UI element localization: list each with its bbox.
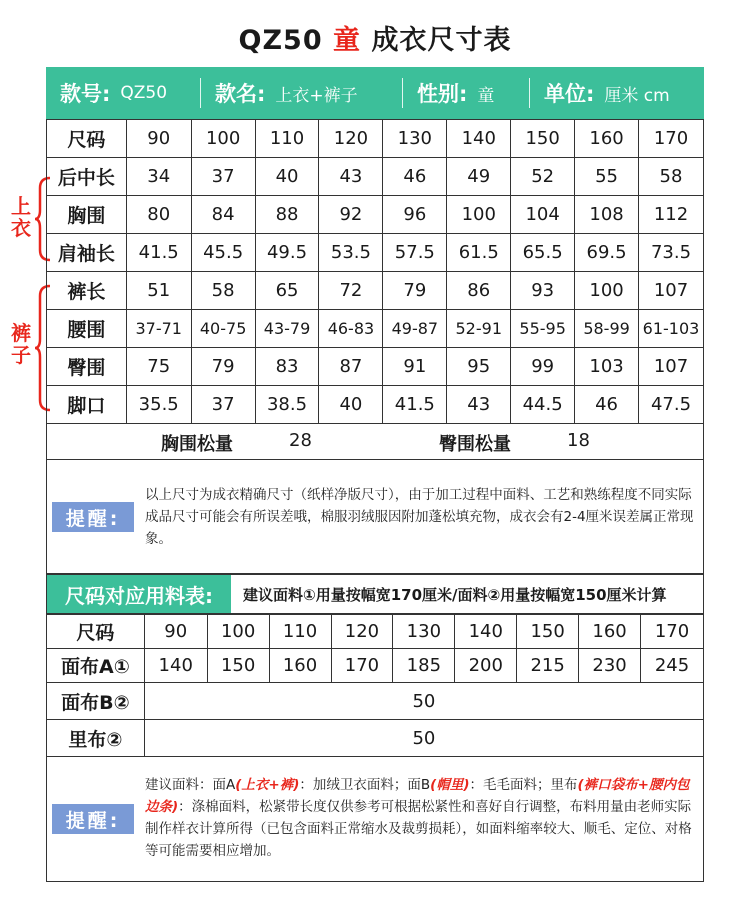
size-cell: 57.5: [383, 234, 447, 272]
fabric-section-header: [46, 574, 704, 614]
fabric-size-cell: 130: [393, 615, 455, 649]
fabric-section-label: 尺码对应用料表:: [47, 575, 231, 613]
size-cell: 46: [383, 158, 447, 196]
size-row: [47, 272, 704, 310]
size-cell: 84: [191, 196, 255, 234]
title-highlight: 童: [333, 25, 362, 56]
size-cell: 61.5: [447, 234, 511, 272]
side-label-pants: 裤 子: [11, 321, 31, 367]
size-cell: 79: [191, 348, 255, 386]
page-title: [0, 18, 750, 57]
size-cell: 96: [383, 196, 447, 234]
fabric-size-cell: 170: [641, 615, 704, 649]
gender: 性别: 童: [417, 82, 495, 106]
size-cell: 38.5: [255, 386, 319, 424]
size-cell: 65: [255, 272, 319, 310]
fabric-b-value: 50: [144, 683, 703, 720]
size-cell: 58-99: [575, 310, 639, 348]
fabric-a-cell: 170: [331, 649, 393, 683]
row-label: 臀围: [47, 348, 127, 386]
lining-value: 50: [144, 720, 703, 757]
fabric-a-cell: 160: [269, 649, 331, 683]
size-cell: 40: [255, 158, 319, 196]
size-cell: 51: [126, 272, 191, 310]
size-cell: 130: [383, 120, 447, 158]
fabric-a-cell: 150: [207, 649, 269, 683]
size-cell: 61-103: [639, 310, 704, 348]
note-tag-2: 提醒:: [52, 804, 134, 834]
size-cell: 83: [255, 348, 319, 386]
info-bar: [46, 67, 704, 119]
size-cell: 53.5: [319, 234, 383, 272]
fabric-a-cell: 215: [517, 649, 579, 683]
size-cell: 100: [575, 272, 639, 310]
size-cell: 43: [447, 386, 511, 424]
size-cell: 100: [191, 120, 255, 158]
size-cell: 91: [383, 348, 447, 386]
row-label: 胸围: [47, 196, 127, 234]
size-cell: 44.5: [511, 386, 575, 424]
fabric-size-cell: 110: [269, 615, 331, 649]
size-cell: 43-79: [255, 310, 319, 348]
lining-label: 里布②: [47, 720, 145, 757]
fabric-header-label: 尺码: [47, 615, 145, 649]
size-cell: 75: [126, 348, 191, 386]
size-row: [47, 348, 704, 386]
note-tag-1: 提醒:: [52, 502, 134, 532]
size-cell: 107: [639, 272, 704, 310]
size-cell: 49: [447, 158, 511, 196]
looseness-row: [46, 424, 704, 460]
size-cell: 80: [126, 196, 191, 234]
fabric-table: [46, 614, 704, 757]
size-cell: 92: [319, 196, 383, 234]
chest-looseness-value: 28: [289, 430, 312, 451]
fabric-a-cell: 200: [455, 649, 517, 683]
note-box-2: [46, 756, 704, 882]
size-cell: 52-91: [447, 310, 511, 348]
size-cell: 58: [639, 158, 704, 196]
size-cell: 41.5: [126, 234, 191, 272]
size-cell: 41.5: [383, 386, 447, 424]
size-cell: 55: [575, 158, 639, 196]
size-row: [47, 386, 704, 424]
size-cell: 73.5: [639, 234, 704, 272]
row-label: 尺码: [47, 120, 127, 158]
row-label: 后中长: [47, 158, 127, 196]
size-cell: 37: [191, 158, 255, 196]
fabric-section-note: 建议面料①用量按幅宽170厘米/面料②用量按幅宽150厘米计算: [243, 585, 667, 604]
size-cell: 49-87: [383, 310, 447, 348]
size-cell: 170: [639, 120, 704, 158]
size-cell: 37: [191, 386, 255, 424]
fabric-size-cell: 100: [207, 615, 269, 649]
unit: 单位: 厘米 cm: [544, 82, 670, 106]
size-cell: 95: [447, 348, 511, 386]
size-cell: 90: [126, 120, 191, 158]
size-cell: 37-71: [126, 310, 191, 348]
size-cell: 35.5: [126, 386, 191, 424]
note-text-2: 建议面料：面A(上衣+裤)：加绒卫衣面料；面B(帽里)：毛毛面料；里布(裤口袋布+腰内包边条)：涤棉面料，松紧带长度仅供参考可根据松紧性和喜好自行调整，布料用量由老师实际制作样衣计算所得（已包含面料正常缩水及裁剪损耗），如面料缩率较大、顺毛、定位、对格等可能需要相应增加。: [145, 777, 692, 859]
style-no: 款号: QZ50: [60, 82, 168, 106]
size-cell: 103: [575, 348, 639, 386]
size-cell: 88: [255, 196, 319, 234]
row-label: 肩袖长: [47, 234, 127, 272]
chest-looseness-label: 胸围松量: [161, 434, 233, 455]
size-cell: 100: [447, 196, 511, 234]
size-row: [47, 158, 704, 196]
size-cell: 45.5: [191, 234, 255, 272]
size-cell: 108: [575, 196, 639, 234]
size-cell: 112: [639, 196, 704, 234]
fabric-a-cell: 140: [144, 649, 207, 683]
title-prefix: QZ50: [238, 25, 323, 56]
hip-looseness-label: 臀围松量: [439, 434, 511, 455]
note-box-1: [46, 460, 704, 574]
size-cell: 40-75: [191, 310, 255, 348]
note-text-1: 以上尺寸为成衣精确尺寸（纸样净版尺寸），由于加工过程中面料、工艺和熟练程度不同实际成品尺寸可能会有所误差哦，棉服羽绒服因附加蓬松填充物，成衣会有2-4厘米误差属正常现象。: [145, 487, 694, 547]
hip-looseness-value: 18: [567, 430, 590, 451]
size-cell: 160: [575, 120, 639, 158]
size-cell: 150: [511, 120, 575, 158]
style-name: 款名: 上衣+裤子: [215, 82, 358, 106]
size-cell: 69.5: [575, 234, 639, 272]
row-label: 裤长: [47, 272, 127, 310]
size-cell: 99: [511, 348, 575, 386]
fabric-a-label: 面布A①: [47, 649, 145, 683]
size-cell: 72: [319, 272, 383, 310]
fabric-size-cell: 160: [579, 615, 641, 649]
size-cell: 46: [575, 386, 639, 424]
size-cell: 43: [319, 158, 383, 196]
size-cell: 120: [319, 120, 383, 158]
fabric-size-cell: 120: [331, 615, 393, 649]
size-row: [47, 234, 704, 272]
size-header-row: [47, 120, 704, 158]
size-cell: 93: [511, 272, 575, 310]
row-label: 脚口: [47, 386, 127, 424]
size-cell: 40: [319, 386, 383, 424]
fabric-size-cell: 140: [455, 615, 517, 649]
fabric-a-cell: 245: [641, 649, 704, 683]
fabric-size-cell: 90: [144, 615, 207, 649]
size-cell: 140: [447, 120, 511, 158]
fabric-size-cell: 150: [517, 615, 579, 649]
size-cell: 79: [383, 272, 447, 310]
side-label-top: 上 衣: [11, 194, 31, 240]
size-cell: 52: [511, 158, 575, 196]
size-cell: 104: [511, 196, 575, 234]
fabric-a-cell: 185: [393, 649, 455, 683]
fabric-b-label: 面布B②: [47, 683, 145, 720]
size-table: [46, 119, 704, 424]
size-row: [47, 310, 704, 348]
size-cell: 58: [191, 272, 255, 310]
row-label: 腰围: [47, 310, 127, 348]
size-cell: 46-83: [319, 310, 383, 348]
size-cell: 34: [126, 158, 191, 196]
size-cell: 47.5: [639, 386, 704, 424]
size-cell: 107: [639, 348, 704, 386]
size-cell: 55-95: [511, 310, 575, 348]
fabric-a-cell: 230: [579, 649, 641, 683]
size-cell: 110: [255, 120, 319, 158]
size-row: [47, 196, 704, 234]
size-cell: 87: [319, 348, 383, 386]
size-cell: 49.5: [255, 234, 319, 272]
size-cell: 65.5: [511, 234, 575, 272]
title-suffix: 成衣尺寸表: [371, 25, 512, 56]
size-cell: 86: [447, 272, 511, 310]
